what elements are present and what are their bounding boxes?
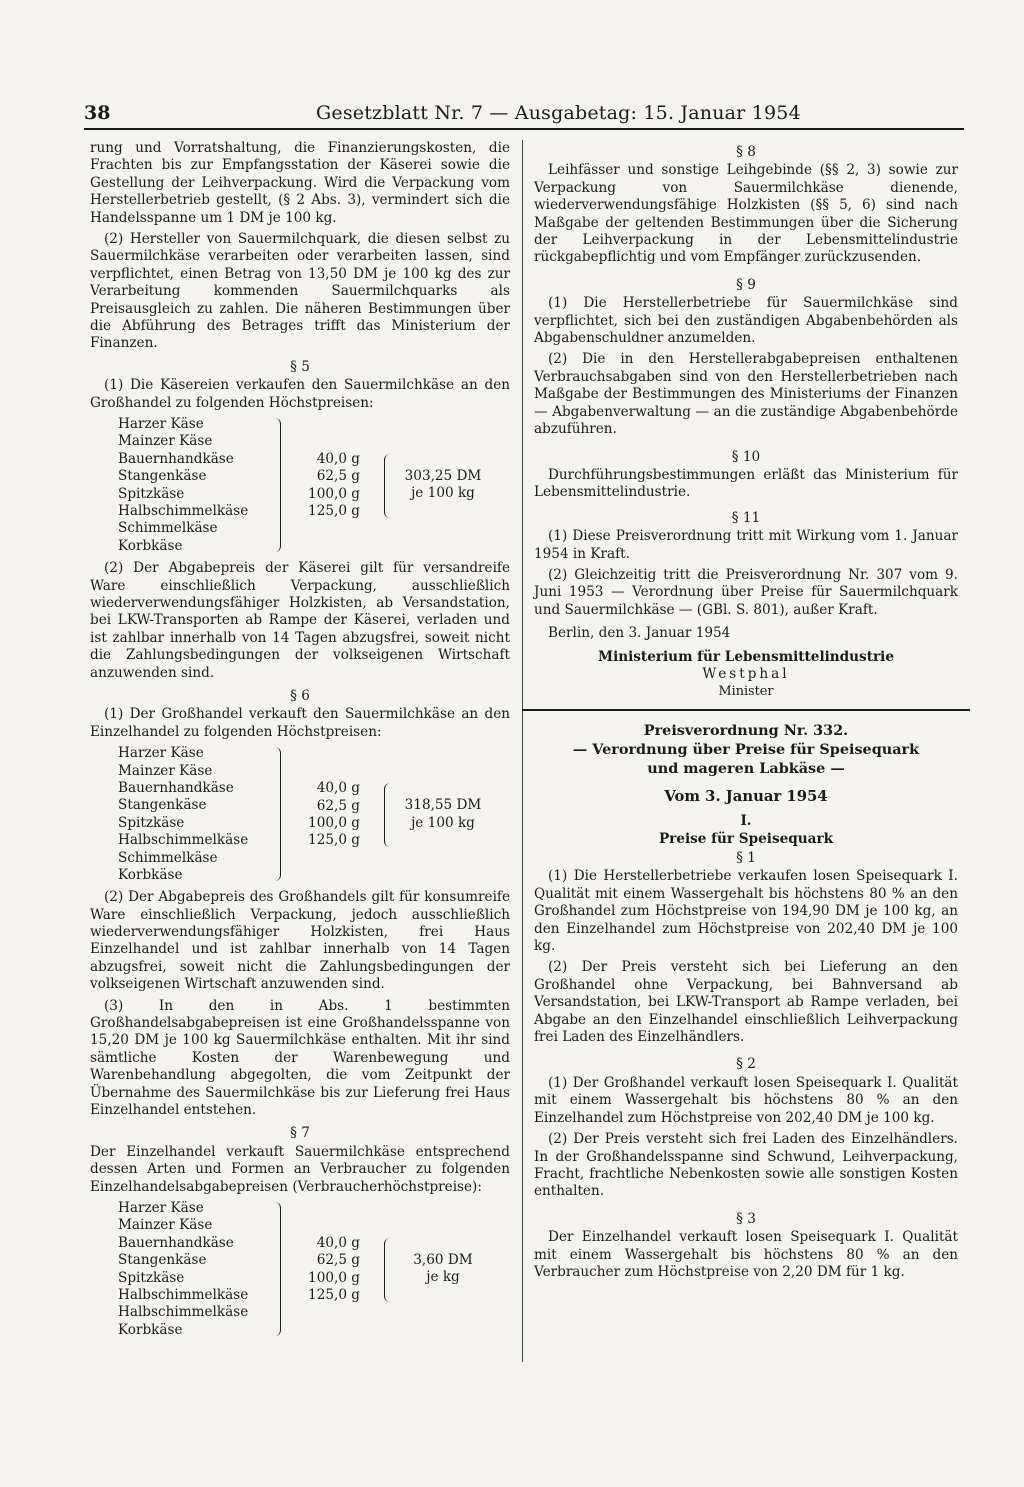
cheese-name-list xyxy=(118,416,248,555)
paragraph-6-2: (2) Der Abgabepreis des Großhandels gilt für konsumreife Ware einschließlich Verpackung, jedoch ausschließlich wiederverwendungsfähiger Holzkisten, frei Haus Einzelhandel und ist zahlbar innerhalb von 14 Tagen abzugsfrei, soweit nicht die Zahlungsbedingungen der volkseigenen Wirtschaft anzuwenden sind. xyxy=(90,889,510,993)
paragraph-s1-1: (1) Die Herstellerbetriebe verkaufen losen Speisequark I. Qualität mit einem Wassergehalt bis höchstens 80 % an den Großhandel zum Höchstpreise von 194,90 DM je 100 kg, an den Einzelhandel zum Höchstpreise von 202,40 DM je 100 kg. xyxy=(534,868,958,955)
paragraph-11-2: (2) Gleichzeitig tritt die Preisverordnung Nr. 307 vom 9. Juni 1953 — Verordnung über Preise für Sauermilchquark und Sauermilchkäse — (GBl. S. 801), außer Kraft. xyxy=(534,566,958,618)
weight: 40,0 g xyxy=(316,451,360,468)
price-table-7 xyxy=(90,1200,510,1340)
price-unit: je 100 kg xyxy=(411,485,475,502)
section-8-heading: § 8 xyxy=(736,144,756,160)
cheese-name: Schimmelkäse xyxy=(118,520,218,537)
price-unit: je kg xyxy=(426,1269,460,1286)
weight: 100,0 g xyxy=(308,1269,360,1286)
weight: 125,0 g xyxy=(308,503,360,520)
paragraph-intro: rung und Vorratshaltung, die Finanzierungskosten, die Frachten bis zur Empfangsstation der Käserei sowie die Gestellung der Leihverpackung. Wird die Verpackung vom Herstellerbetrieb gestellt, (§ 2 Abs. 3), vermindert sich die Handelsspanne um 1 DM je 100 kg. xyxy=(90,140,510,226)
paragraph-s3: Der Einzelhandel verkauft losen Speisequark I. Qualität mit einem Wassergehalt bis höchstens 80 % an den Verbraucher zum Höchstpreise von 2,20 DM für 1 kg. xyxy=(534,1229,958,1280)
ordinance-title: Preisverordnung Nr. 332. xyxy=(643,721,849,739)
paragraph-6-3: (3) In den in Abs. 1 bestimmten Großhandelsabgabepreisen ist eine Großhandelsspanne von 15,20 DM je 100 kg Sauermilchkäse enthalten. Mit ihr sind sämtliche Kosten der Warenbewegung und Warenbehandlung abgegolten, die vom Zeitpunkt der Übernahme des Sauermilchkäse bis zur Lieferung frei Haus Einzelhandel entstehen. xyxy=(90,997,510,1119)
right-column xyxy=(534,140,958,1285)
paragraph-9-2: (2) Die in den Herstellerabgabepreisen enthaltenen Verbrauchsabgaben sind von den Herstellerbetrieben nach Maßgabe der Bestimmungen des Ministeriums der Finanzen — Abgabenverwaltung — an die zuständige Abgabenbehörde abzuführen. xyxy=(534,351,958,438)
weight-list xyxy=(286,1235,360,1305)
brace xyxy=(272,418,281,552)
cheese-name-list xyxy=(118,745,248,884)
signer-name: Westphal xyxy=(702,665,790,682)
part-title: Preise für Speisequark xyxy=(658,830,834,847)
paragraph-s2-2: (2) Der Preis versteht sich frei Laden des Einzelhändlers. In der Großhandelsspanne sind Schwund, Leihverpackung, Fracht, frachtliche Nebenkosten sowie alle sonstigen Kosten enthalten. xyxy=(534,1131,958,1200)
weight: 100,0 g xyxy=(308,485,360,502)
column-divider xyxy=(522,140,523,1362)
cheese-name: Schimmelkäse xyxy=(118,849,218,866)
ordinance-date: Vom 3. Januar 1954 xyxy=(664,787,828,805)
paragraph-6-1: (1) Der Großhandel verkauft den Sauermilchkäse an den Einzelhandel zu folgenden Höchstpreisen: xyxy=(90,706,510,740)
cheese-name: Halbschimmelkäse xyxy=(118,1287,249,1304)
page-title: Gesetzblatt Nr. 7 — Ausgabetag: 15. Januar 1954 xyxy=(316,102,801,124)
cheese-name: Bauernhandkäse xyxy=(118,1234,234,1251)
section-11-heading: § 11 xyxy=(731,509,761,526)
weight: 62,5 g xyxy=(316,797,360,814)
page-header xyxy=(84,100,964,130)
price-unit: je 100 kg xyxy=(411,814,475,831)
weight-list xyxy=(286,451,360,521)
cheese-name: Stangenkäse xyxy=(118,797,207,814)
weight: 40,0 g xyxy=(316,1235,360,1252)
price-table-6 xyxy=(90,745,510,885)
cheese-name: Halbschimmelkäse xyxy=(118,832,249,849)
cheese-name: Spitzkäse xyxy=(118,485,185,502)
cheese-name: Mainzer Käse xyxy=(118,762,213,779)
cheese-name: Bauernhandkäse xyxy=(118,779,234,796)
section-separator xyxy=(522,709,970,711)
ordinance-subtitle: — Verordnung über Preise für Speisequark xyxy=(572,740,920,758)
weight: 62,5 g xyxy=(316,1252,360,1269)
weight: 62,5 g xyxy=(316,468,360,485)
brace xyxy=(384,454,392,518)
cheese-name: Halbschimmelkäse xyxy=(118,1304,249,1321)
cheese-name: Stangenkäse xyxy=(118,468,207,485)
price-value xyxy=(398,468,488,503)
price-amount: 3,60 DM xyxy=(413,1252,473,1269)
cheese-name: Harzer Käse xyxy=(118,1200,204,1217)
cheese-name: Korbkäse xyxy=(118,866,183,883)
paragraph-s1-2: (2) Der Preis versteht sich bei Lieferung an den Großhandel ohne Verpackung, bei Bahnversand ab Versandstation, bei LKW-Transport ab Rampe verladen, bei Abgabe an den Einzelhandel einschließlich Leihverpackung frei Laden des Einzelhändlers. xyxy=(534,959,958,1046)
cheese-name: Bauernhandkäse xyxy=(118,450,234,467)
weight: 125,0 g xyxy=(308,1287,360,1304)
page-number: 38 xyxy=(84,102,111,124)
cheese-name: Korbkäse xyxy=(118,537,183,554)
cheese-name: Mainzer Käse xyxy=(118,433,213,450)
price-table-5 xyxy=(90,416,510,556)
weight: 40,0 g xyxy=(316,780,360,797)
cheese-name: Harzer Käse xyxy=(118,416,204,433)
section-9-heading: § 9 xyxy=(736,276,756,293)
paragraph-7: Der Einzelhandel verkauft Sauermilchkäse entsprechend dessen Arten und Formen an Verbraucher zu folgenden Einzelhandelsabgabepreisen (Verbraucherhöchstpreise): xyxy=(90,1143,510,1195)
cheese-name: Korbkäse xyxy=(118,1321,183,1338)
paragraph-5-1: (1) Die Käsereien verkaufen den Sauermilchkäse an den Großhandel zu folgenden Höchstpreisen: xyxy=(90,377,510,411)
section-10-heading: § 10 xyxy=(731,448,761,465)
paragraph-4-2: (2) Hersteller von Sauermilchquark, die diesen selbst zu Sauermilchkäse verarbeiten oder verarbeiten lassen, sind verpflichtet, einen Betrag von 13,50 DM je 100 kg des zur Verarbeitung kommenden Sauermilchquarks als Preisausgleich zu zahlen. Die näheren Bestimmungen über die Abführung des Betrages trifft das Ministerium der Finanzen. xyxy=(90,231,510,352)
section-5-heading: § 5 xyxy=(290,358,310,375)
paragraph-10: Durchführungsbestimmungen erläßt das Ministerium für Lebensmittelindustrie. xyxy=(534,466,958,501)
section-6-heading: § 6 xyxy=(290,687,310,704)
paragraph-5-2: (2) Der Abgabepreis der Käserei gilt für versandreife Ware einschließlich Verpackung, ausschließlich wiederverwendungsfähiger Holzkisten, ab Versandstation, bei LKW-Transporten ab Rampe der Käserei, verladen und ist zahlbar innerhalb von 14 Tagen abzugsfrei, soweit nicht die Zahlungsbedingungen der volkseigenen Wirtschaft anzuwenden sind. xyxy=(90,560,510,681)
brace xyxy=(384,1238,392,1302)
brace xyxy=(272,1202,281,1336)
brace xyxy=(272,747,281,881)
paragraph-11-1: (1) Diese Preisverordnung tritt mit Wirkung vom 1. Januar 1954 in Kraft. xyxy=(534,528,958,562)
cheese-name-list xyxy=(118,1200,248,1339)
part-number: I. xyxy=(740,813,752,830)
weight: 125,0 g xyxy=(308,832,360,849)
price-amount: 303,25 DM xyxy=(404,468,482,485)
price-value xyxy=(398,1252,488,1287)
paragraph-8: Leihfässer und sonstige Leihgebinde (§§ 2, 3) sowie zur Verpackung von Sauermilchkäse dienende, wiederverwendungsfähige Holzkisten (§§ 5, 6) sind nach Maßgabe der geltenden Bestimmungen über die Sicherung der Leihverpackung in der Lebensmittelindustrie rückgabepflichtig und vom Empfänger zurückzusenden. xyxy=(534,162,958,266)
ministry-name: Ministerium für Lebensmittelindustrie xyxy=(598,648,894,665)
weight: 100,0 g xyxy=(308,814,360,831)
paragraph-s2-1: (1) Der Großhandel verkauft losen Speisequark I. Qualität mit einem Wassergehalt bis höchstens 80 % an den Einzelhandel zum Höchstpreise von 202,40 DM je 100 kg. xyxy=(534,1074,958,1126)
s3-heading: § 3 xyxy=(736,1210,756,1227)
cheese-name: Spitzkäse xyxy=(118,814,185,831)
cheese-name: Spitzkäse xyxy=(118,1269,185,1286)
paragraph-9-1: (1) Die Herstellerbetriebe für Sauermilchkäse sind verpflichtet, sich bei den zuständigen Abgabenbehörden als Abgabenschuldner anzumelden. xyxy=(534,295,958,347)
header-rule xyxy=(84,128,964,130)
cheese-name: Stangenkäse xyxy=(118,1252,207,1269)
left-column xyxy=(90,140,510,1344)
price-amount: 318,55 DM xyxy=(404,797,482,814)
brace xyxy=(384,783,392,847)
s1-heading: § 1 xyxy=(736,850,756,866)
price-value xyxy=(398,797,488,832)
place-date: Berlin, den 3. Januar 1954 xyxy=(548,625,731,642)
cheese-name: Halbschimmelkäse xyxy=(118,503,249,520)
ordinance-subtitle: und mageren Labkäse — xyxy=(647,759,845,777)
s2-heading: § 2 xyxy=(736,1056,756,1073)
signer-role: Minister xyxy=(718,684,774,700)
section-7-heading: § 7 xyxy=(290,1125,310,1142)
cheese-name: Mainzer Käse xyxy=(118,1217,213,1234)
weight-list xyxy=(286,780,360,850)
cheese-name: Harzer Käse xyxy=(118,745,204,762)
